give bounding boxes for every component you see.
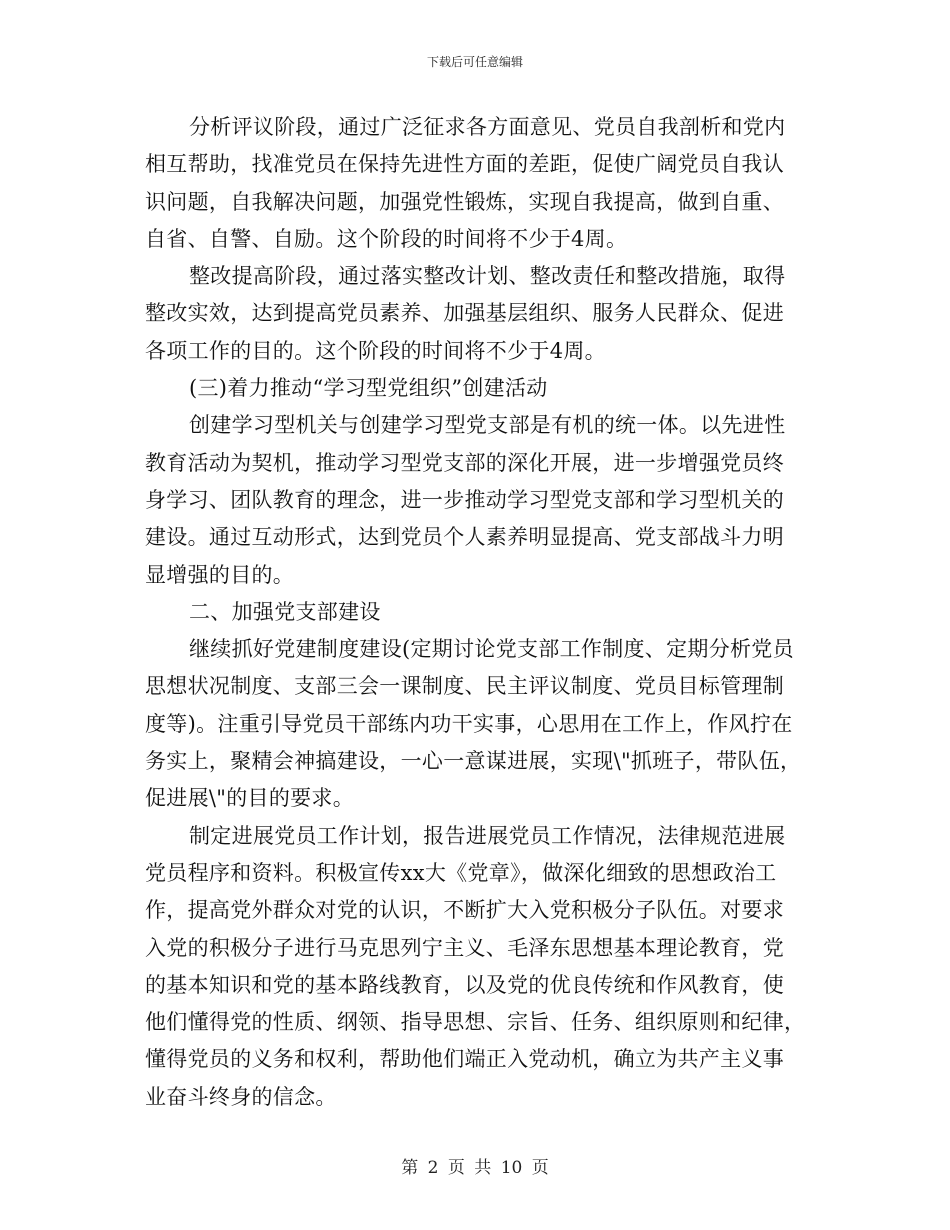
paragraph-line: 建设。通过互动形式，达到党员个人素养明显提高、党支部战斗力明 <box>145 525 784 550</box>
paragraph-line: 整改实效，达到提高党员素养、加强基层组织、服务人民群众、促进 <box>145 301 784 326</box>
paragraph-line: 识问题，自我解决问题，加强党性锻炼，实现自我提高，做到自重、 <box>145 189 784 214</box>
paragraph-line: 显增强的目的。 <box>145 562 295 587</box>
paragraph-line: 入党的积极分子进行马克思列宁主义、毛泽东思想基本理论教育，党 <box>145 935 784 960</box>
paragraph-line: 自省、自警、自励。这个阶段的时间将不少于4周。 <box>145 226 628 251</box>
page-number-footer: 第 2 页 共 10 页 <box>401 1158 549 1178</box>
paragraph-line: 的基本知识和党的基本路线教育，以及党的优良传统和作风教育，使 <box>145 972 784 997</box>
paragraph-line: 度等)。注重引导党员干部练内功干实事，心思用在工作上，作风拧在 <box>145 711 793 736</box>
paragraph-line: 务实上，聚精会神搞建设，一心一意谋进展，实现\"抓班子，带队伍， <box>145 749 802 774</box>
paragraph-line: 各项工作的目的。这个阶段的时间将不少于4周。 <box>145 338 606 363</box>
paragraph-line: 作，提高党外群众对党的认识，不断扩大入党积极分子队伍。对要求 <box>145 898 784 923</box>
paragraph-line: 身学习、团队教育的理念，进一步推动学习型党支部和学习型机关的 <box>145 487 784 512</box>
paragraph-line: 促进展\"的目的要求。 <box>145 786 355 811</box>
page-header-note: 下载后可任意编辑 <box>426 55 523 69</box>
paragraph-line: 分析评议阶段，通过广泛征求各方面意见、党员自我剖析和党内 <box>189 115 786 139</box>
paragraph-line: 懂得党员的义务和权利，帮助他们端正入党动机，确立为共产主义事 <box>145 1047 784 1072</box>
paragraph-line: 整改提高阶段，通过落实整改计划、整改责任和整改措施，取得 <box>189 264 786 289</box>
section-heading: (三)着力推动“学习型党组织”创建活动 <box>189 376 548 401</box>
paragraph-line: 业奋斗终身的信念。 <box>145 1084 337 1109</box>
paragraph-line: 制定进展党员工作计划，报告进展党员工作情况，法律规范进展 <box>189 823 786 848</box>
document-body <box>145 109 805 1116</box>
paragraph-line: 创建学习型机关与创建学习型党支部是有机的统一体。以先进性 <box>189 413 786 438</box>
paragraph-line: 党员程序和资料。积极宣传xx大《党章》，做深化细致的思想政治工 <box>145 860 777 885</box>
paragraph-line: 继续抓好党建制度建设(定期讨论党支部工作制度、定期分析党员 <box>189 637 794 662</box>
paragraph-line: 思想状况制度、支部三会一课制度、民主评议制度、党员目标管理制 <box>145 674 784 699</box>
section-heading: 二、加强党支部建设 <box>189 599 381 624</box>
paragraph-line: 相互帮助，找准党员在保持先进性方面的差距，促使广阔党员自我认 <box>145 152 784 177</box>
paragraph-line: 他们懂得党的性质、纲领、指导思想、宗旨、任务、组织原则和纪律， <box>145 1010 806 1035</box>
paragraph-line: 教育活动为契机，推动学习型党支部的深化开展，进一步增强党员终 <box>145 450 784 475</box>
